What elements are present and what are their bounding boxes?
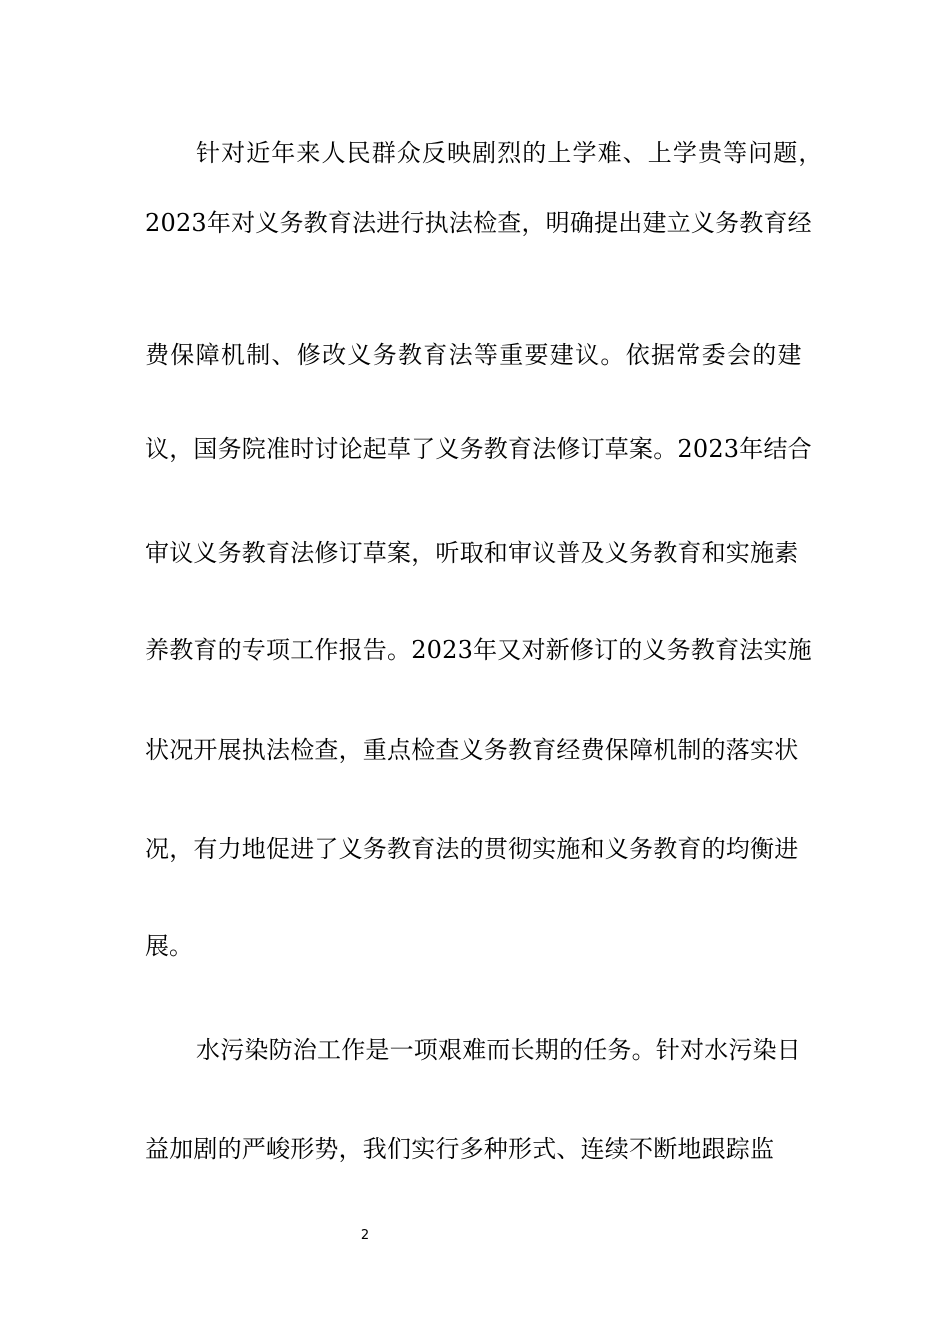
text-line-content: 针对近年来人民群众反映剧烈的上学难、上学贵等问题， <box>196 139 824 167</box>
text-line <box>0 208 950 238</box>
text-line <box>0 538 950 568</box>
text-line <box>0 434 950 464</box>
text-line <box>0 1035 950 1065</box>
text-line-content: 展。 <box>145 932 193 960</box>
text-line-content: 审议义务教育法修订草案，听取和审议普及义务教育和实施素 <box>145 539 799 567</box>
text-line <box>0 635 950 665</box>
text-line-content: 议，国务院准时讨论起草了义务教育法修订草案。2023年结合 <box>145 435 812 463</box>
text-line-content: 2023年对义务教育法进行执法检查，明确提出建立义务教育经 <box>145 209 812 237</box>
text-line <box>0 1134 950 1164</box>
text-line <box>0 931 950 961</box>
text-line-content: 养教育的专项工作报告。2023年又对新修订的义务教育法实施 <box>145 636 812 664</box>
text-line <box>0 735 950 765</box>
text-line <box>0 340 950 370</box>
text-line-content: 费保障机制、修改义务教育法等重要建议。依据常委会的建 <box>145 341 803 369</box>
text-line-content: 状况开展执法检查，重点检查义务教育经费保障机制的落实状 <box>145 736 799 764</box>
text-line <box>0 138 950 168</box>
text-line <box>0 834 950 864</box>
text-line-content: 况，有力地促进了义务教育法的贯彻实施和义务教育的均衡进 <box>145 835 799 863</box>
page-number: 2 <box>360 1228 370 1243</box>
text-line-content: 水污染防治工作是一项艰难而长期的任务。针对水污染日 <box>196 1036 801 1064</box>
text-line-content: 益加剧的严峻形势，我们实行多种形式、连续不断地跟踪监 <box>145 1135 775 1163</box>
